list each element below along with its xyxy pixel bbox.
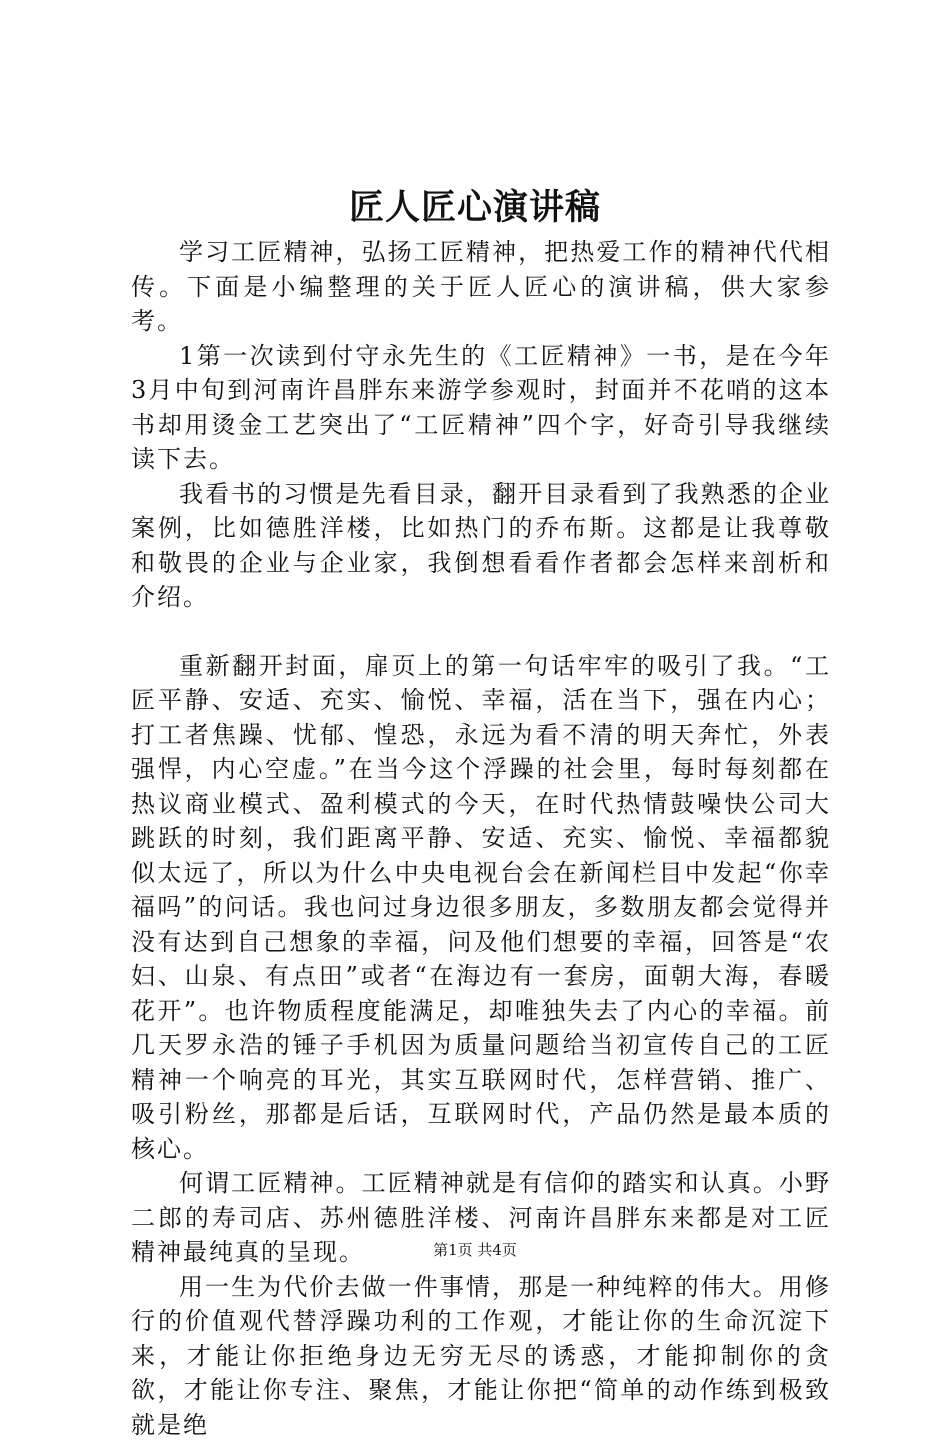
paragraph-5: 用一生为代价去做一件事情，那是一种纯粹的伟大。用修行的价值观代替浮躁功利的工作观，才能让你的生命沉淀下来，才能让你拒绝身边无穷无尽的诱惑，才能抑制你的贪欲，才能让你专注、聚焦，才能让你把“简单的动作练到极致就是绝 (131, 1270, 831, 1442)
paragraph-4: 何谓工匠精神。工匠精神就是有信仰的踏实和认真。小野二郎的寿司店、苏州德胜洋楼、河南许昌胖东来都是对工匠精神最纯真的呈现。 (131, 1166, 831, 1270)
paragraph-1: 1第一次读到付守永先生的《工匠精神》一书，是在今年3月中旬到河南许昌胖东来游学参观时，封面并不花哨的这本书却用烫金工艺突出了“工匠精神”四个字，好奇引导我继续读下去。 (131, 339, 831, 477)
document-body (131, 235, 831, 1442)
page-number: 第1页 共4页 (0, 1240, 950, 1260)
paragraph-3: 重新翻开封面，扉页上的第一句话牢牢的吸引了我。“工匠平静、安适、充实、愉悦、幸福，活在当下，强在内心；打工者焦躁、忧郁、惶恐，永远为看不清的明天奔忙，外表强悍，内心空虚。”在当今这个浮躁的社会里，每时每刻都在热议商业模式、盈利模式的今天，在时代热情鼓噪快公司大跳跃的时刻，我们距离平静、安适、充实、愉悦、幸福都貌似太远了，所以为什么中央电视台会在新闻栏目中发起“你幸福吗”的问话。我也问过身边很多朋友，多数朋友都会觉得并没有达到自己想象的幸福，问及他们想要的幸福，回答是“农妇、山泉、有点田”或者“在海边有一套房，面朝大海，春暖花开”。也许物质程度能满足，却唯独失去了内心的幸福。前几天罗永浩的锤子手机因为质量问题给当初宣传自己的工匠精神一个响亮的耳光，其实互联网时代，怎样营销、推广、吸引粉丝，那都是后话，互联网时代，产品仍然是最本质的核心。 (131, 649, 831, 1167)
document-title: 匠人匠心演讲稿 (0, 183, 950, 233)
paragraph-2: 我看书的习惯是先看目录，翻开目录看到了我熟悉的企业案例，比如德胜洋楼，比如热门的乔布斯。这都是让我尊敬和敬畏的企业与企业家，我倒想看看作者都会怎样来剖析和介绍。 (131, 477, 831, 615)
paragraph-intro: 学习工匠精神，弘扬工匠精神，把热爱工作的精神代代相传。下面是小编整理的关于匠人匠心的演讲稿，供大家参考。 (131, 235, 831, 339)
